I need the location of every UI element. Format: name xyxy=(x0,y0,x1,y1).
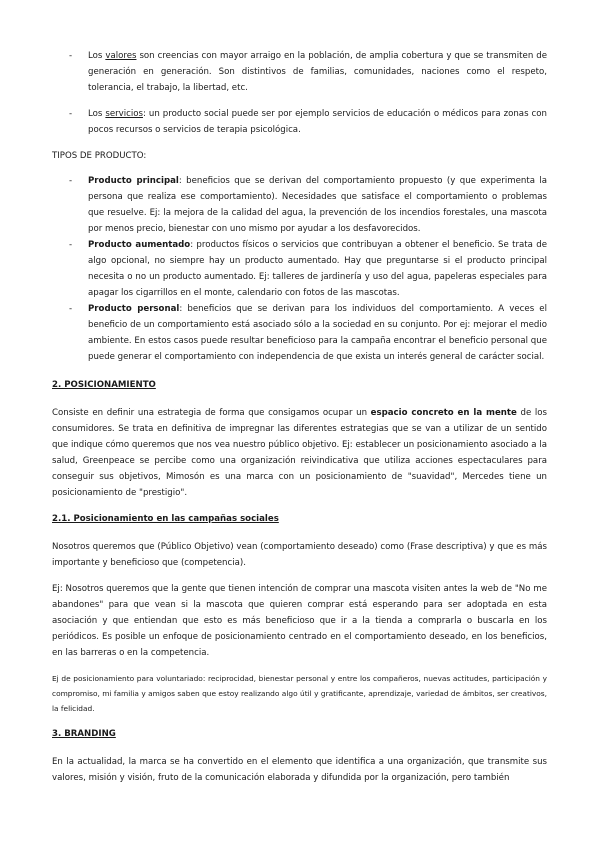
list-tipos-producto xyxy=(52,173,547,365)
list-item: - Producto principal: beneficios que se derivan del comportamiento propuesto (y que experimenta la persona que realiza ese comportamiento). Necesidades que satisface el comportamiento o problemas que resuelve. Ej: la mejora de la calidad del agua, la prevención de los incendios forestales, una mascota por menos precio, bienestar con uno mismo por ayudar a los desfavorecidos. xyxy=(52,173,547,237)
section-heading-campanas-sociales: 2.1. Posicionamiento en las campañas sociales xyxy=(52,514,279,524)
term-producto-aumentado: Producto aumentado xyxy=(88,240,191,250)
section-heading-branding: 3. BRANDING xyxy=(52,729,116,739)
list-item: - Producto aumentado: productos físicos o servicios que contribuyan a obtener el beneficio. Se trata de algo opcional, no siempre hay un producto aumentado. Hay que preguntarse si el producto principal necesita o no un producto aumentado. Ej: talleres de jardinería y uso del agua, papeleras especiales para apagar los cigarrillos en el monte, calendario con fotos de las mascotas. xyxy=(52,237,547,301)
paragraph-ejemplo: Ej: Nosotros queremos que la gente que tienen intención de comprar una mascota visiten antes la web de "No me abandones" para que vean si la mascota que quieren comprar está esperando para ser adoptada en esta asociación y que entiendan que esto es más beneficioso que ir a la tienda a comprarla o buscarla en los periódicos. Es posible un enfoque de posicionamiento centrado en el comportamiento deseado, en los beneficios, en las barreras o en la competencia. xyxy=(52,584,547,658)
paragraph-branding: En la actualidad, la marca se ha convertido en el elemento que identifica a una organización, que transmite sus valores, misión y visión, fruto de la comunicación elaborada y difundida por la organización, pero también xyxy=(52,757,547,783)
paragraph-posicionamiento: Consiste en definir una estrategia de forma que consigamos ocupar un espacio concreto en la mente de los consumidores. Se trata en definitiva de impregnar las diferentes estrategias que se van a utilizar de un sentido que indique cómo queremos que nos vea nuestro público objetivo. Ej: establecer un posicionamiento asociado a la salud, Greenpeace se percibe como una organización reivindicativa que utiliza acciones espectaculares para conseguir sus objetivos, Mimosón es una marca con un posicionamiento de "suavidad", Mercedes tiene un posicionamiento de "prestigio". xyxy=(52,408,547,498)
bold-espacio: espacio concreto en la mente xyxy=(370,408,517,418)
term-valores: valores xyxy=(105,51,137,61)
dash-bullet: - xyxy=(69,304,73,314)
tipos-heading: TIPOS DE PRODUCTO: xyxy=(52,151,147,161)
section-heading-posicionamiento: 2. POSICIONAMIENTO xyxy=(52,380,156,390)
list-item: - Producto personal: beneficios que se derivan para los individuos del comportamiento. A veces el beneficio de un comportamiento está asociado sólo a la sociedad en su conjunto. Por ej: mejorar el medio ambiente. En estos casos puede resultar beneficioso para la campaña encontrar el beneficio personal que puede generar el comportamiento con independencia de que exista un interés general de carácter social. xyxy=(52,301,547,365)
list-valores-servicios xyxy=(52,48,547,138)
paragraph-voluntariado: Ej de posicionamiento para voluntariado: reciprocidad, bienestar personal y entre los compañeros, nuevas actitudes, participación y compromiso, mi familia y amigos saben que estoy realizando algo útil y gratificante, aprendizaje, variedad de ámbitos, ser creativos, la felicidad. xyxy=(52,674,547,713)
dash-bullet: - xyxy=(69,51,73,61)
dash-bullet: - xyxy=(69,240,73,250)
list-item: - Los servicios: un producto social puede ser por ejemplo servicios de educación o médicos para zonas con pocos recursos o servicios de terapia psicológica. xyxy=(52,106,547,138)
term-producto-personal: Producto personal xyxy=(88,304,180,314)
dash-bullet: - xyxy=(69,109,73,119)
term-producto-principal: Producto principal xyxy=(88,176,179,186)
document-page xyxy=(52,48,547,786)
list-item: - Los valores son creencias con mayor arraigo en la población, de amplia cobertura y que se transmiten de generación en generación. Son distintivos de familias, comunidades, naciones como el respeto, tolerancia, el trabajo, la libertad, etc. xyxy=(52,48,547,96)
term-servicios: servicios xyxy=(105,109,143,119)
dash-bullet: - xyxy=(69,176,73,186)
paragraph-formula: Nosotros queremos que (Público Objetivo) vean (comportamiento deseado) como (Frase descriptiva) y que es más importante y beneficioso que (competencia). xyxy=(52,542,547,568)
